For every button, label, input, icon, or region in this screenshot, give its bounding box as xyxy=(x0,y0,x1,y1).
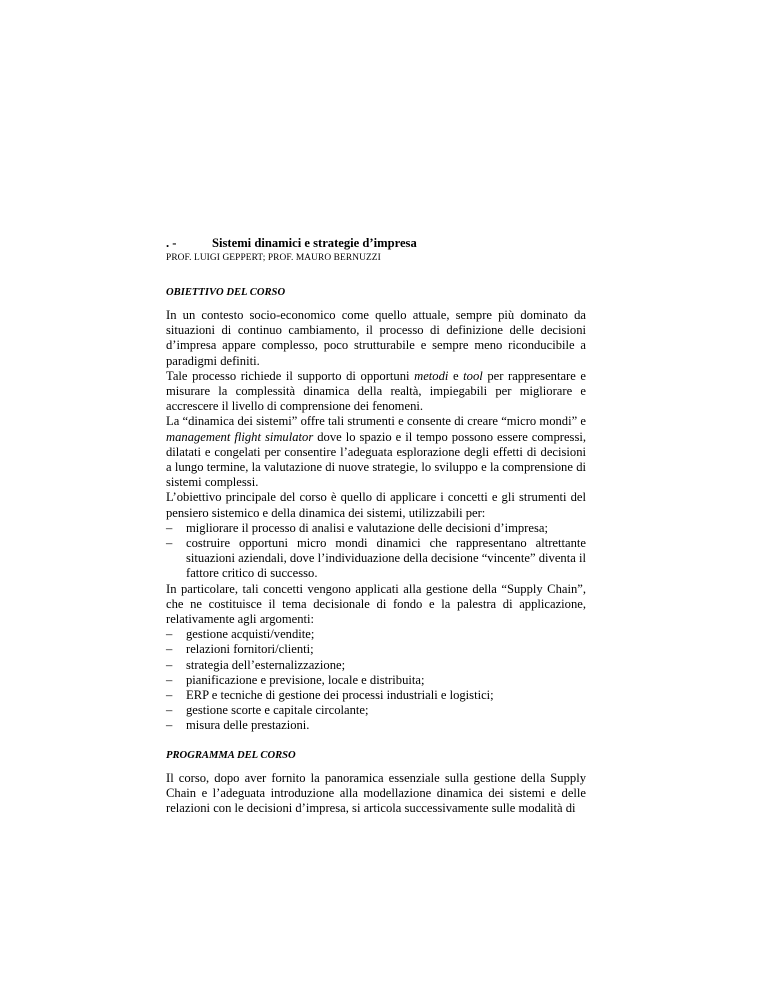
list-item: – gestione acquisti/vendite; xyxy=(166,627,586,642)
course-title: Sistemi dinamici e strategie d’impresa xyxy=(212,236,417,250)
section-heading-programma: PROGRAMMA DEL CORSO xyxy=(166,749,296,761)
list-item: – gestione scorte e capitale circolante; xyxy=(166,703,586,718)
section-heading-obiettivo: OBIETTIVO DEL CORSO xyxy=(166,287,286,298)
list-item: – misura delle prestazioni. xyxy=(166,718,586,733)
paragraph: Il corso, dopo aver fornito la panoramica essenziale sulla gestione della Supply Chain e l’adeguata introduzione alla modellazione dinamica dei sistemi e delle relazioni con le decisioni d’impresa, si articola successivamente sulle modalità di xyxy=(166,770,586,816)
list-item: – ERP e tecniche di gestione dei processi industriali e logistici; xyxy=(166,688,586,703)
course-professors: PROF. LUIGI GEPPERT; PROF. MAURO BERNUZZI xyxy=(166,253,381,263)
paragraph: In particolare, tali concetti vengono applicati alla gestione della “Supply Chain”, che ne costituisce il tema decisionale di fondo e la palestra di applicazione, relativamente agli argomenti: xyxy=(166,581,586,627)
paragraph: Tale processo richiede il supporto di opportuni metodi e tool per rappresentare e misurare la complessità dinamica della realtà, impiegabili per migliorare e accrescere il livello di comprensione dei fenomeni. xyxy=(166,368,587,414)
document-page xyxy=(166,236,586,816)
course-title-row xyxy=(166,236,586,251)
paragraph: La “dinamica dei sistemi” offre tali strumenti e consente di creare “micro mondi” e management flight simulator dove lo spazio e il tempo possono essere compressi, dilatati e congelati per consentire l’adeguata esplorazione degli effetti di decisioni a lungo termine, la valutazione di nuove strategie, lo sviluppo e la comprensione di sistemi complessi. xyxy=(166,414,586,490)
list-item: – pianificazione e previsione, locale e distribuita; xyxy=(166,673,586,688)
list-item: – strategia dell’esternalizzazione; xyxy=(166,658,586,673)
list-item: – migliorare il processo di analisi e valutazione delle decisioni d’impresa; xyxy=(166,521,586,536)
course-number: . - xyxy=(166,236,177,250)
paragraph: In un contesto socio-economico come quello attuale, sempre più dominato da situazioni di continuo cambiamento, il processo di definizione delle decisioni d’impresa appare complesso, poco strutturabile e sempre meno riconducibile a paradigmi definiti. xyxy=(166,308,586,368)
list-item: – relazioni fornitori/clienti; xyxy=(166,642,586,657)
objectives-list xyxy=(166,521,586,582)
topics-list xyxy=(166,627,586,733)
list-item: – costruire opportuni micro mondi dinamici che rappresentano altrettante situazioni aziendali, dove l’individuazione della decisione “vincente” diventa il fattore critico di successo. xyxy=(166,536,586,582)
paragraph: L’obiettivo principale del corso è quello di applicare i concetti e gli strumenti del pensiero sistemico e della dinamica dei sistemi, utilizzabili per: xyxy=(166,490,586,520)
